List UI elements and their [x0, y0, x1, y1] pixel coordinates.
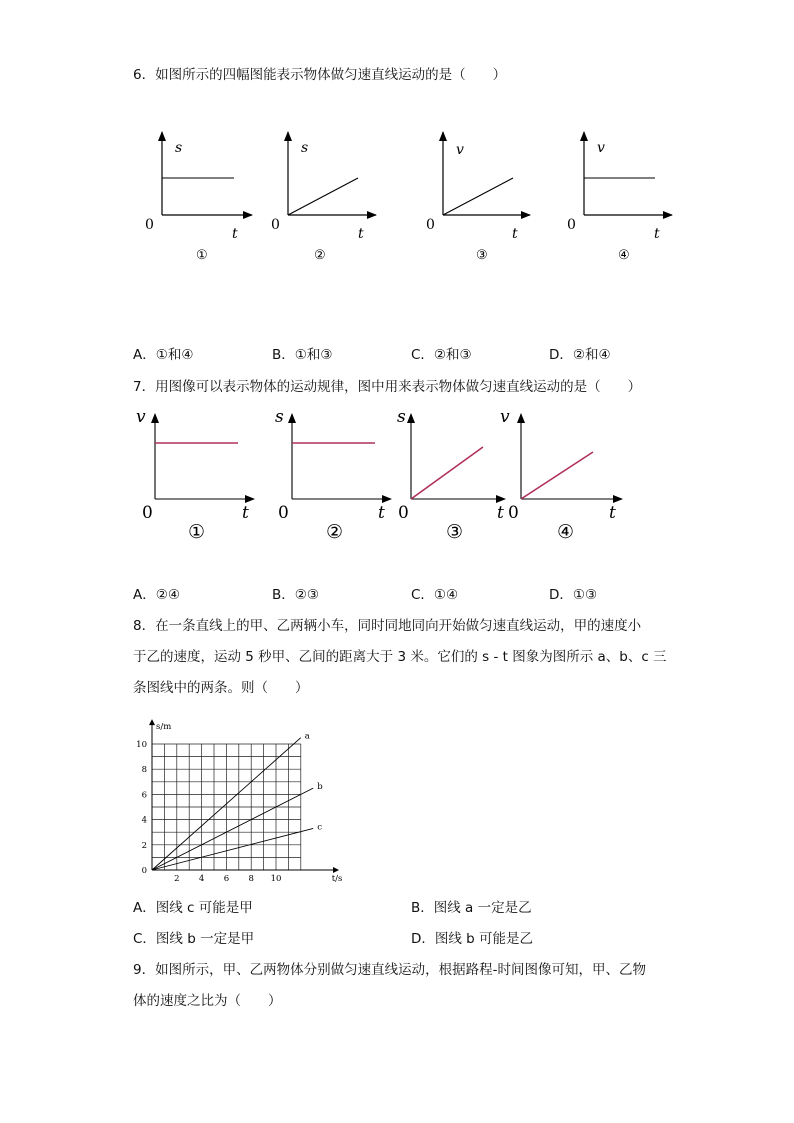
series-label-c: c	[317, 822, 322, 833]
x-axis-label: t/s	[331, 874, 343, 884]
q8-option-b[interactable]: B．图线 a 一定是乙	[411, 900, 532, 916]
q7-figure	[0, 400, 794, 550]
q7-graph-4-origin: 0	[508, 503, 519, 523]
q7-graph-1-ylabel: v	[136, 407, 146, 427]
q7-graph-3-caption: ③	[446, 521, 464, 543]
x-tick-label: 4	[198, 874, 205, 884]
y-tick-label: 2	[141, 840, 147, 851]
q6-graph-1-origin: 0	[145, 217, 154, 233]
q6-graph-3-ylabel: v	[456, 142, 464, 158]
q7-graph-4-line	[521, 452, 593, 499]
q9-stem-line-2: 体的速度之比为（ ）	[133, 993, 282, 1009]
q9-stem-line-1: 9．如图所示，甲、乙两物体分别做匀速直线运动，根据路程-时间图像可知，甲、乙物	[133, 962, 646, 978]
y-tick-label: 10	[136, 740, 147, 750]
y-tick-label: 8	[141, 765, 147, 776]
q7-graph-3	[397, 407, 505, 543]
q6-graph-3-xlabel: t	[512, 226, 518, 242]
y-axis-arrow	[149, 719, 155, 725]
q6-graph-2-caption: ②	[314, 248, 326, 263]
x-tick-label: 8	[248, 874, 254, 884]
q6-option-a[interactable]: A．①和④	[133, 347, 194, 363]
x-tick-label: 2	[174, 874, 180, 884]
q6-option-b[interactable]: B．①和③	[272, 347, 333, 363]
q8-option-d[interactable]: D．图线 b 可能是乙	[411, 931, 534, 947]
q6-graph-1	[145, 132, 252, 263]
q8-series	[152, 738, 313, 870]
x-tick-label: 10	[270, 874, 282, 884]
q6-graph-1-caption: ①	[196, 248, 208, 263]
series-line-c	[152, 828, 313, 870]
q6-graph-3-caption: ③	[476, 248, 488, 263]
q8-stem-line-1: 8．在一条直线上的甲、乙两辆小车，同时同地同向开始做匀速直线运动，甲的速度小	[133, 618, 642, 634]
q6-graph-3-origin: 0	[426, 217, 435, 233]
q8-stem-line-2: 于乙的速度，运动 5 秒甲、乙间的距离大于 3 米。它们的 s - t 图象为图所示 a、b、c 三	[133, 649, 667, 665]
q7-graph-4-ylabel: v	[500, 407, 510, 427]
q7-graph-4	[500, 407, 622, 543]
q6-graph-4-origin: 0	[567, 217, 576, 233]
q7-graph-3-xlabel: t	[497, 503, 504, 523]
x-tick-label: 6	[223, 874, 230, 884]
q7-graph-4-xlabel: t	[609, 503, 616, 523]
origin-label: 0	[141, 866, 147, 876]
q7-graph-3-origin: 0	[398, 503, 409, 523]
q6-graph-4	[567, 132, 672, 263]
q6-graph-1-xlabel: t	[232, 226, 238, 242]
q7-graph-1	[136, 407, 254, 543]
q7-graph-1-origin: 0	[142, 503, 153, 523]
q6-graph-2-origin: 0	[271, 217, 280, 233]
q7-graph-2-xlabel: t	[378, 503, 385, 523]
q6-graph-4-ylabel: v	[597, 140, 605, 156]
q7-graph-1-caption: ①	[188, 521, 206, 543]
q7-graph-3-line	[411, 447, 483, 499]
y-tick-label: 4	[141, 815, 147, 826]
q7-option-b[interactable]: B．②③	[272, 587, 319, 603]
y-tick-label: 6	[141, 790, 147, 801]
q7-graph-2	[275, 407, 391, 543]
q6-stem: 6．如图所示的四幅图能表示物体做匀速直线运动的是（ ）	[133, 67, 507, 83]
q7-graph-4-caption: ④	[557, 521, 575, 543]
q6-option-d[interactable]: D．②和④	[549, 347, 611, 363]
series-label-a: a	[304, 731, 310, 742]
q7-option-d[interactable]: D．①③	[549, 587, 598, 603]
q6-graph-2-ylabel: s	[301, 140, 309, 156]
q7-graph-1-xlabel: t	[242, 503, 249, 523]
q8-stem-line-3: 条图线中的两条。则（ ）	[133, 680, 309, 696]
q7-graph-2-ylabel: s	[275, 407, 284, 427]
q7-option-c[interactable]: C．①④	[411, 587, 459, 603]
y-axis-label: s/m	[156, 722, 172, 733]
q8-st-chart	[120, 710, 343, 890]
q6-graph-4-caption: ④	[618, 248, 630, 263]
q6-figure	[0, 115, 794, 395]
q7-graph-2-caption: ②	[326, 521, 344, 543]
q8-option-c[interactable]: C．图线 b 一定是甲	[133, 931, 255, 947]
q6-option-c[interactable]: C．②和③	[411, 347, 472, 363]
q6-graph-1-ylabel: s	[175, 140, 183, 156]
series-label-b: b	[317, 782, 323, 793]
q6-graph-2-xlabel: t	[358, 226, 364, 242]
q8-axes	[149, 719, 339, 873]
q6-graph-4-xlabel: t	[654, 226, 660, 242]
q8-labels	[136, 722, 342, 884]
x-axis-arrow	[333, 867, 339, 873]
q6-graph-2	[271, 132, 376, 263]
q7-stem: 7．用图像可以表示物体的运动规律，图中用来表示物体做匀速直线运动的是（ ）	[133, 379, 642, 395]
q8-option-a[interactable]: A．图线 c 可能是甲	[133, 900, 253, 916]
q7-option-a[interactable]: A．②④	[133, 587, 180, 603]
q7-graph-3-ylabel: s	[397, 407, 406, 427]
q6-graph-3	[426, 132, 530, 263]
q7-graph-2-origin: 0	[278, 503, 289, 523]
